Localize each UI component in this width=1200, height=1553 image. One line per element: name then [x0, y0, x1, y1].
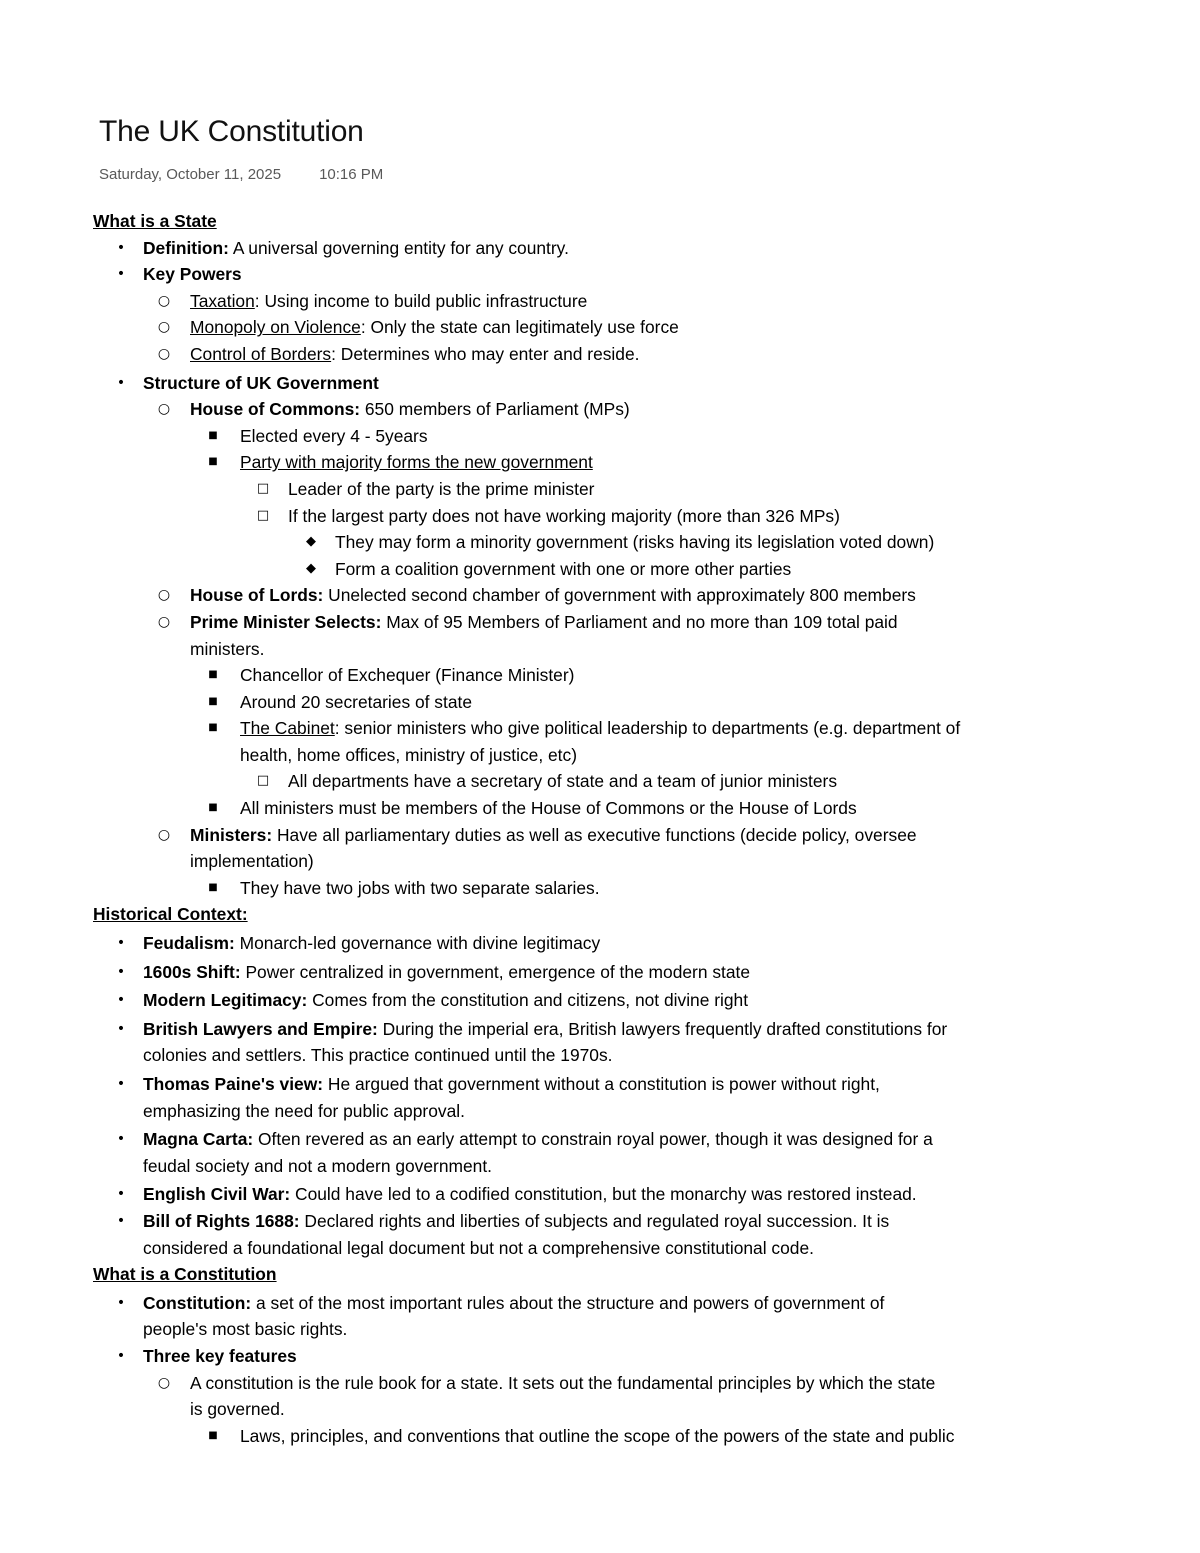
- bullet-square-icon: ■: [208, 456, 218, 468]
- bullet-disc-icon: •: [116, 1131, 126, 1148]
- bullet-disc-icon: •: [116, 1347, 126, 1364]
- bullet-circle-icon: ○: [157, 345, 171, 362]
- bullet-disc-icon: •: [116, 374, 126, 391]
- bullet-circle-icon: ○: [157, 1374, 171, 1391]
- list-item: ◆ They may form a minority government (risks having its legislation voted down): [93, 529, 1093, 556]
- bullet-square-icon: ■: [208, 669, 218, 681]
- list-item: ■ They have two jobs with two separate salaries.: [93, 875, 1093, 902]
- list-item: ○ Ministers: Have all parliamentary duties as well as executive functions (decide policy, oversee implementation): [93, 822, 1093, 875]
- list-item: • Three key features: [93, 1343, 1093, 1370]
- list-item: • English Civil War: Could have led to a codified constitution, but the monarchy was restored instead.: [93, 1181, 1093, 1208]
- bullet-disc-icon: •: [116, 992, 126, 1009]
- list-item: • Bill of Rights 1688: Declared rights and liberties of subjects and regulated royal succession. It is considered a foundational legal document but not a comprehensive constitutional code.: [93, 1208, 1093, 1261]
- bullet-circle-icon: ○: [157, 613, 171, 630]
- bullet-circle-icon: ○: [157, 401, 171, 418]
- list-item: ○ House of Lords: Unelected second chamber of government with approximately 800 members: [93, 582, 1093, 609]
- bullet-square-icon: ■: [208, 1429, 218, 1441]
- bullet-disc-icon: •: [116, 935, 126, 952]
- list-item: ○ Taxation: Using income to build public infrastructure: [93, 288, 1093, 315]
- list-item: • 1600s Shift: Power centralized in government, emergence of the modern state: [93, 959, 1093, 986]
- page-date: Saturday, October 11, 2025: [99, 166, 282, 183]
- bullet-disc-icon: •: [116, 266, 126, 283]
- list-item: ○ House of Commons: 650 members of Parliament (MPs): [93, 396, 1093, 423]
- section-heading-historical: Historical Context:: [93, 904, 248, 925]
- page-meta: [99, 166, 383, 183]
- section-heading-constitution: What is a Constitution: [93, 1264, 277, 1285]
- bullet-disc-icon: •: [116, 1076, 126, 1092]
- list-item: ■ Laws, principles, and conventions that outline the scope of the powers of the state and public: [93, 1423, 1093, 1450]
- bullet-hollow-square-icon: □: [256, 480, 270, 496]
- list-item: • British Lawyers and Empire: During the imperial era, British lawyers frequently drafted constitutions for colonies and settlers. This practice continued until the 1970s.: [93, 1016, 1093, 1069]
- bullet-diamond-icon: ◆: [306, 534, 316, 550]
- bullet-circle-icon: ○: [157, 292, 171, 309]
- list-item: • Feudalism: Monarch-led governance with divine legitimacy: [93, 930, 1093, 957]
- list-item: • Key Powers: [93, 261, 1093, 288]
- bullet-circle-icon: ○: [157, 826, 171, 843]
- list-item: ■ Chancellor of Exchequer (Finance Minister): [93, 662, 1093, 689]
- bullet-circle-icon: ○: [157, 587, 171, 604]
- section-heading-state: What is a State: [93, 211, 217, 231]
- list-item: ■ All ministers must be members of the House of Commons or the House of Lords: [93, 795, 1093, 822]
- list-item: □ All departments have a secretary of state and a team of junior ministers: [93, 768, 1093, 795]
- list-item: • Constitution: a set of the most important rules about the structure and powers of government of people's most basic rights.: [93, 1290, 1093, 1343]
- bullet-square-icon: ■: [208, 802, 218, 814]
- bullet-diamond-icon: ◆: [306, 560, 316, 576]
- bullet-disc-icon: •: [116, 963, 126, 980]
- bullet-square-icon: ■: [208, 722, 218, 734]
- note-content: [93, 208, 1093, 1449]
- list-item: • Magna Carta: Often revered as an early attempt to constrain royal power, though it was designed for a feudal society and not a modern government.: [93, 1126, 1093, 1179]
- list-item: ■ Around 20 secretaries of state: [93, 689, 1093, 716]
- list-item: ■ Party with majority forms the new government: [93, 449, 1093, 476]
- bullet-hollow-square-icon: □: [256, 507, 270, 523]
- list-item: • Thomas Paine's view: He argued that government without a constitution is power without right, emphasizing the need for public approval.: [93, 1071, 1093, 1124]
- bullet-square-icon: ■: [208, 429, 218, 441]
- list-item: □ If the largest party does not have working majority (more than 326 MPs): [93, 503, 1093, 530]
- bullet-square-icon: ■: [208, 695, 218, 707]
- list-item: • Structure of UK Government: [93, 370, 1093, 397]
- list-item: ○ Control of Borders: Determines who may enter and reside.: [93, 341, 1093, 368]
- bullet-circle-icon: ○: [157, 319, 171, 336]
- list-item: ○ Prime Minister Selects: Max of 95 Members of Parliament and no more than 109 total paid ministers.: [93, 609, 1093, 662]
- list-item: ■ The Cabinet: senior ministers who give political leadership to departments (e.g. department of health, home offices, ministry of justice, etc): [93, 715, 1093, 768]
- list-item: ◆ Form a coalition government with one or more other parties: [93, 556, 1093, 583]
- bullet-disc-icon: •: [116, 1294, 126, 1311]
- bullet-hollow-square-icon: □: [256, 773, 270, 789]
- list-item: • Modern Legitimacy: Comes from the constitution and citizens, not divine right: [93, 987, 1093, 1014]
- list-item: ■ Elected every 4 - 5years: [93, 423, 1093, 450]
- bullet-disc-icon: •: [116, 239, 126, 256]
- page-title: The UK Constitution: [99, 115, 364, 148]
- bullet-disc-icon: •: [116, 1212, 126, 1229]
- list-item: ○ A constitution is the rule book for a state. It sets out the fundamental principles by which the state is governed.: [93, 1370, 1093, 1423]
- page-time: 10:16 PM: [319, 166, 384, 183]
- list-item: □ Leader of the party is the prime minister: [93, 476, 1093, 503]
- list-item: ○ Monopoly on Violence: Only the state can legitimately use force: [93, 314, 1093, 341]
- list-item: • Definition: A universal governing entity for any country.: [93, 235, 1093, 262]
- bullet-disc-icon: •: [116, 1186, 126, 1203]
- bullet-square-icon: ■: [208, 881, 218, 893]
- bullet-disc-icon: •: [116, 1020, 126, 1037]
